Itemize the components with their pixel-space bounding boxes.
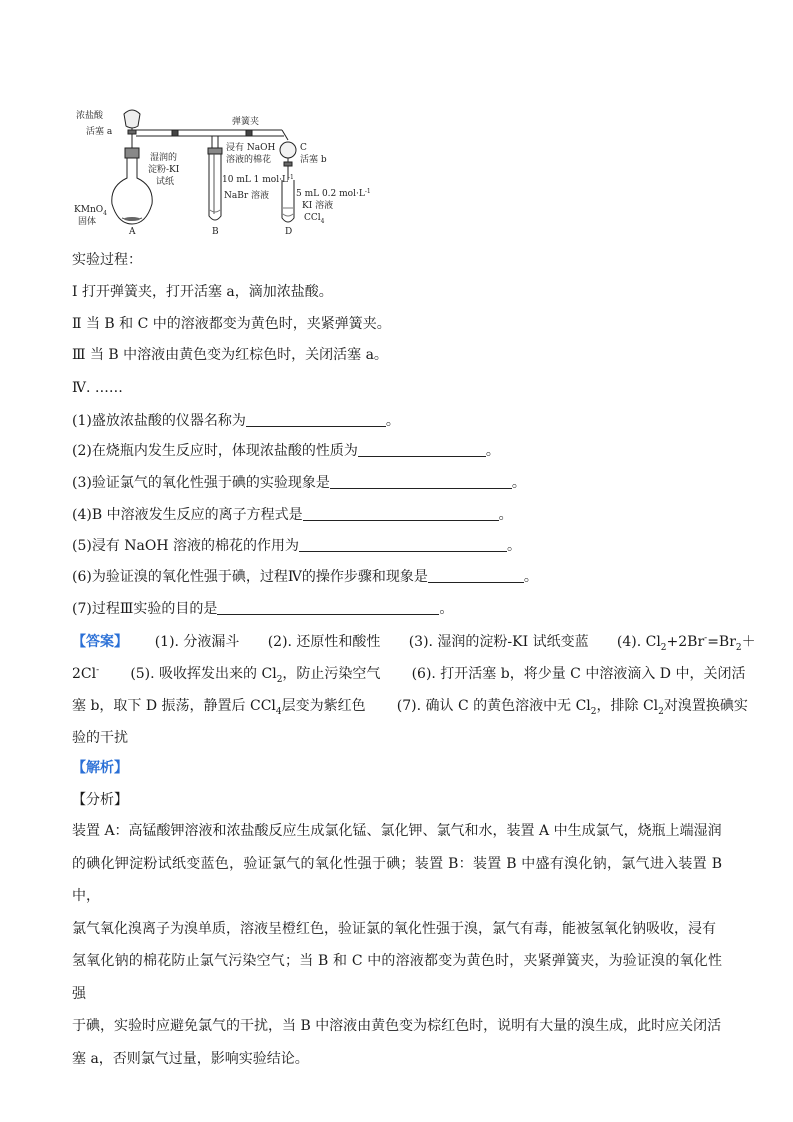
label-valve-a: 活塞 a — [86, 127, 113, 137]
question-7-text: (7)过程Ⅲ实验的目的是 — [72, 601, 218, 617]
question-3 — [72, 473, 732, 493]
label-ki-paper-2: 淀粉-KI — [148, 165, 180, 175]
answer-5: (5). 吸收挥发出来的 $Cl_2$，防止污染空气 — [130, 666, 381, 685]
question-7 — [72, 599, 732, 619]
answer-blank — [330, 474, 512, 489]
label-solid: 固体 — [78, 217, 97, 227]
separatory-funnel — [124, 110, 140, 148]
label-ki-paper-1: 湿润的 — [150, 153, 178, 163]
period: 。 — [511, 475, 526, 491]
process-step-2: Ⅱ 当 B 和 C 中的溶液都变为黄色时，夹紧弹簧夹。 — [72, 316, 391, 332]
test-tube-b — [208, 148, 222, 220]
question-1-text: (1)盛放浓盐酸的仪器名称为 — [72, 413, 246, 429]
question-3-text: (3)验证氯气的氧化性强于碘的实验现象是 — [72, 475, 330, 491]
answer-blank — [299, 537, 507, 552]
question-6 — [72, 567, 732, 587]
analysis-line-2: 的碘化钾淀粉试纸变蓝色，验证氯气的氧化性强于碘；装置 B：装置 B 中盛有溴化钠，氯气进入装置 B 中， — [72, 855, 722, 904]
period: 。 — [485, 443, 500, 459]
analysis-subtag: 【分析】 — [72, 792, 128, 808]
question-2 — [72, 441, 732, 461]
answer-6-cont: 塞 b，取下 D 振荡，静置后 CCl$_4$层变为紫红色 — [72, 698, 366, 717]
answer-blank — [217, 600, 439, 615]
process-step-4: Ⅳ. …… — [72, 380, 123, 396]
process-heading: 实验过程： — [72, 252, 142, 268]
answer-line-4: 验的干扰 — [72, 730, 128, 746]
answer-line-1 — [72, 626, 756, 658]
process-step-1: Ⅰ 打开弹簧夹，打开活塞 a，滴加浓盐酸。 — [72, 284, 333, 300]
label-ki-1: 5 mL 0.2 $mol\cdot L^{-1}$ — [296, 188, 371, 199]
period: 。 — [507, 538, 522, 554]
label-d: D — [285, 227, 293, 236]
label-ki-2: KI 溶液 — [302, 201, 334, 211]
answer-4: (4). $Cl_2+2Br^-=Br_2+$ — [616, 633, 756, 653]
label-spring-clip: 弹簧夹 — [232, 117, 260, 127]
question-4-text: (4)B 中溶液发生反应的离子方程式是 — [72, 507, 303, 523]
label-naoh-cotton-2: 溶液的棉花 — [226, 155, 272, 165]
label-ki-paper-3: 试纸 — [156, 177, 175, 187]
label-conc-hcl: 浓盐酸 — [76, 111, 104, 121]
period: 。 — [523, 569, 538, 585]
apparatus-svg — [72, 100, 372, 236]
analysis-line-4: 氢氧化钠的棉花防止氯气污染空气；当 B 和 C 中的溶液都变为黄色时，夹紧弹簧夹，为验证溴的氧化性强 — [72, 953, 722, 1002]
apparatus-diagram — [72, 100, 372, 236]
answer-3: (3). 湿润的淀粉-KI 试纸变蓝 — [408, 634, 589, 650]
answer-blank — [246, 412, 386, 427]
analysis-paragraph — [72, 815, 722, 1075]
period: 。 — [385, 413, 400, 429]
answer-2: (2). 还原性和酸性 — [267, 634, 381, 650]
answer-block — [72, 626, 756, 754]
analysis-line-6: 塞 a，否则氯气过量，影响实验结论。 — [72, 1050, 309, 1067]
analysis-line-5: 于碘，实验时应避免氯气的干扰，当 B 中溶液由黄色变为棕红色时，说明有大量的溴生成，此时应关闭活 — [72, 1018, 722, 1034]
question-5-text: (5)浸有 NaOH 溶液的棉花的作用为 — [72, 538, 300, 554]
question-1 — [72, 411, 732, 431]
period: 。 — [439, 601, 454, 617]
label-a: A — [129, 227, 136, 236]
question-6-text: (6)为验证溴的氧化性强于碘，过程Ⅳ的操作步骤和现象是 — [72, 569, 428, 585]
question-5 — [72, 536, 732, 556]
answer-blank — [428, 568, 524, 583]
period: 。 — [498, 507, 513, 523]
label-b: B — [212, 227, 219, 236]
analysis-tag: 【解析】 — [72, 760, 128, 776]
answer-7: (7). 确认 C 的黄色溶液中无 $Cl_2$，排除 $Cl_2$对溴置换碘实 — [396, 698, 748, 717]
analysis-line-3: 氯气氧化溴离子为溴单质，溶液呈橙红色，验证氯的氧化性强于溴，氯气有毒，能被氢氧化钠吸收，浸有 — [72, 920, 716, 937]
answer-line-2 — [72, 658, 746, 690]
question-2-text: (2)在烧瓶内发生反应时，体现浓盐酸的性质为 — [72, 443, 358, 459]
answer-1: (1). 分液漏斗 — [154, 634, 240, 650]
answer-4-cont: 2Cl- — [72, 665, 100, 682]
label-kmno4: KMnO$_4$ — [74, 205, 107, 217]
answer-tag: 【答案】 — [72, 634, 128, 650]
question-4 — [72, 505, 732, 525]
label-c: C — [300, 143, 307, 153]
analysis-line-1: 装置 A：高锰酸钾溶液和浓盐酸反应生成氯化锰、氯化钾、氯气和水，装置 A 中生成氯气，烧瓶上端湿润 — [72, 823, 722, 839]
process-step-3: Ⅲ 当 B 中溶液由黄色变为红棕色时，关闭活塞 a。 — [72, 347, 388, 363]
label-ccl4: CCl$_4$ — [304, 213, 325, 225]
label-nabr-2: NaBr 溶液 — [224, 191, 270, 201]
label-nabr-1: 10 mL 1 $mol\cdot L^{-1}$ — [222, 174, 294, 185]
label-naoh-cotton-1: 浸有 NaOH — [226, 143, 276, 153]
flask-a — [112, 148, 152, 224]
answer-blank — [303, 506, 499, 521]
answer-6: (6). 打开活塞 b，将少量 C 中溶液滴入 D 中，关闭活 — [411, 666, 746, 682]
label-valve-b: 活塞 b — [300, 155, 327, 165]
answer-blank — [358, 442, 486, 457]
answer-line-3 — [72, 690, 748, 722]
